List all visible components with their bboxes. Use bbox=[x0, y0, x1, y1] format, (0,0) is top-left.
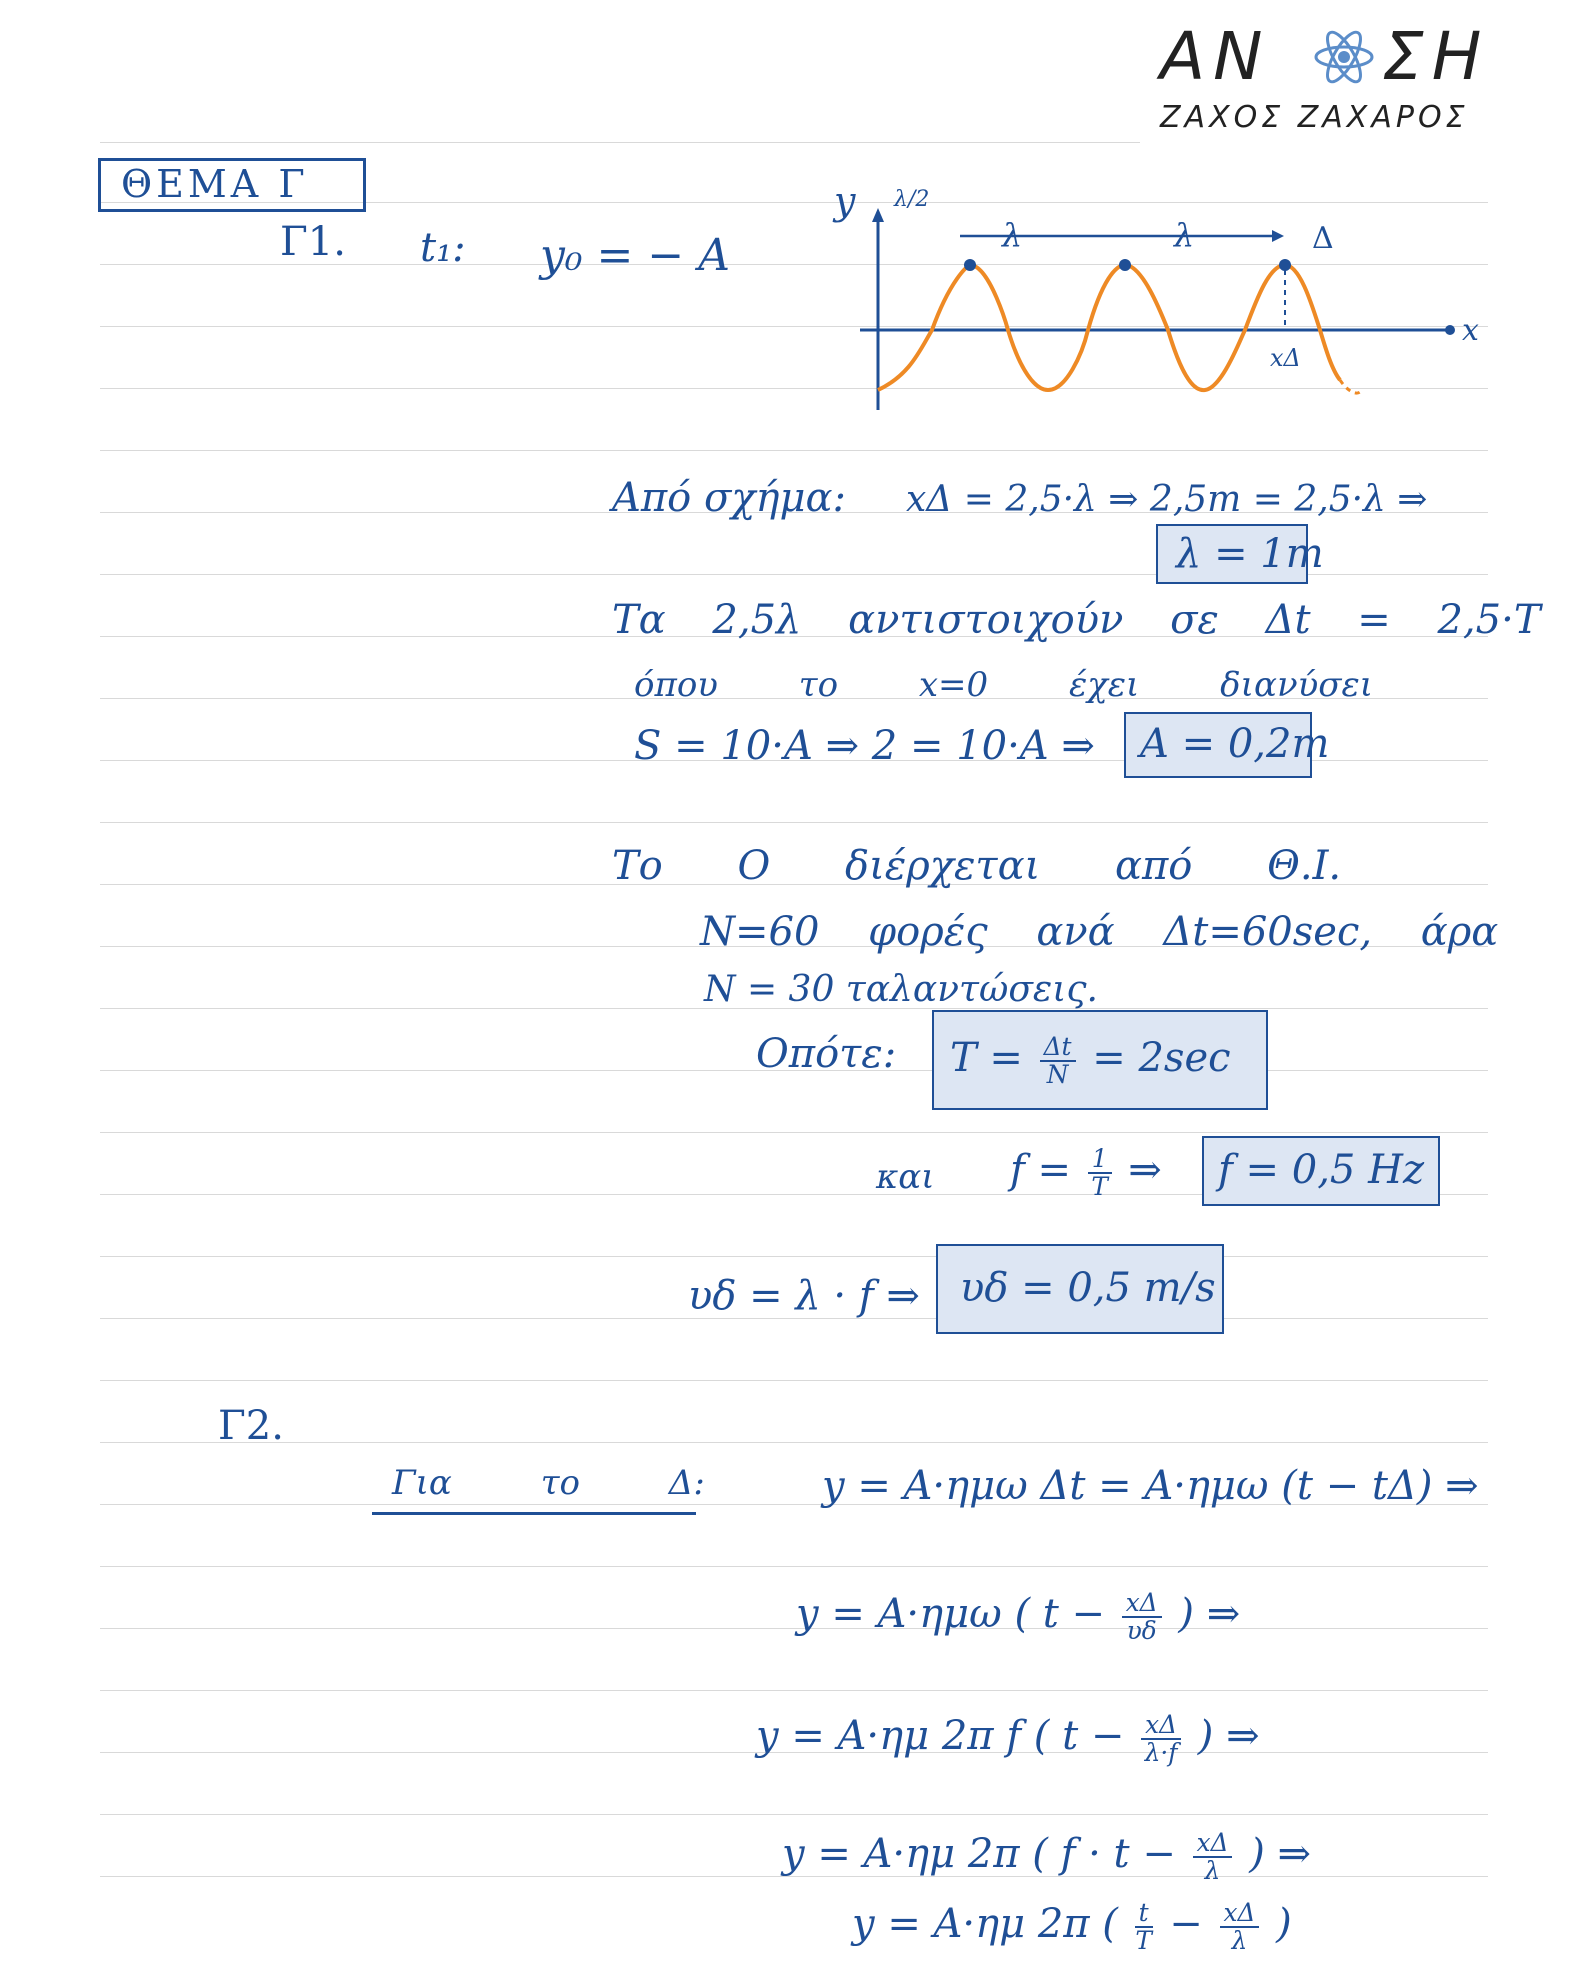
eq4-right: ) ⇒ bbox=[1249, 1831, 1312, 1878]
velocity-result-box bbox=[936, 1244, 1224, 1334]
eq3-right: ) ⇒ bbox=[1197, 1713, 1260, 1760]
eq5-den2: λ bbox=[1231, 1926, 1248, 1956]
eq5-right: ) bbox=[1276, 1901, 1292, 1948]
peak-dot-delta bbox=[1279, 259, 1291, 271]
eq3-left: y = A·ημ 2π f ( t − bbox=[756, 1713, 1125, 1760]
velocity-equation: υδ = λ · f ⇒ bbox=[688, 1273, 920, 1319]
frequency-result: f = 0,5 Hz bbox=[1218, 1147, 1425, 1193]
eq4-den: λ bbox=[1204, 1856, 1221, 1886]
topic-title: ΘΕΜΑ Γ bbox=[121, 162, 309, 206]
g2-equation-2 bbox=[796, 1590, 1240, 1644]
frequency-den: T bbox=[1091, 1172, 1108, 1202]
period-lhs: T = bbox=[950, 1035, 1023, 1082]
frequency-formula bbox=[1010, 1146, 1162, 1200]
peak-dot bbox=[964, 259, 976, 271]
eq2-right: ) ⇒ bbox=[1178, 1591, 1241, 1638]
n30-line: N = 30 ταλαντώσεις. bbox=[704, 969, 1098, 1010]
ruled-line bbox=[100, 1690, 1488, 1691]
ruled-line bbox=[100, 1566, 1488, 1567]
ruled-line bbox=[100, 142, 1140, 143]
apo-sxima: Από σχήμα: bbox=[612, 475, 846, 521]
ruled-line bbox=[100, 1132, 1488, 1133]
ruled-line bbox=[100, 822, 1488, 823]
opote-label: Οπότε: bbox=[756, 1031, 897, 1077]
eq5-fraction-2 bbox=[1220, 1900, 1260, 1954]
eq4-left: y = A·ημ 2π ( f · t − bbox=[782, 1831, 1176, 1878]
peak-dot bbox=[1119, 259, 1131, 271]
y-axis-arrow-icon bbox=[872, 208, 884, 222]
eq5-num2: xΔ bbox=[1220, 1900, 1260, 1928]
period-num: Δt bbox=[1040, 1034, 1076, 1062]
eq5-den1: T bbox=[1135, 1926, 1152, 1956]
ruled-line bbox=[100, 450, 1488, 451]
period-den: N bbox=[1046, 1060, 1069, 1090]
frequency-fraction bbox=[1088, 1146, 1112, 1200]
g2-equation-3 bbox=[756, 1712, 1260, 1766]
gia-to-delta: Για το Δ: bbox=[392, 1463, 705, 1503]
g1-y0: y₀ = − A bbox=[540, 230, 730, 281]
s-equation: S = 10·A ⇒ 2 = 10·A ⇒ bbox=[634, 723, 1095, 769]
ruled-line bbox=[100, 1256, 1488, 1257]
frequency-arrow: ⇒ bbox=[1128, 1147, 1162, 1194]
eq4-num: xΔ bbox=[1193, 1830, 1233, 1858]
eq5-left: y = A·ημ 2π ( bbox=[852, 1901, 1118, 1948]
x-delta-equation: xΔ = 2,5·λ ⇒ 2,5m = 2,5·λ ⇒ bbox=[906, 479, 1428, 520]
ruled-line bbox=[100, 1442, 1488, 1443]
period-fraction bbox=[1040, 1034, 1076, 1088]
kai-label: και bbox=[876, 1157, 935, 1197]
gia-underline bbox=[372, 1512, 696, 1515]
eq2-den: υδ bbox=[1126, 1616, 1157, 1646]
eq5-num1: t bbox=[1135, 1900, 1153, 1928]
topic-box bbox=[98, 158, 366, 212]
a-result-box bbox=[1124, 712, 1330, 778]
opou-line: όπου το x=0 έχει διανύσει bbox=[634, 665, 1374, 705]
period-rhs: = 2sec bbox=[1092, 1035, 1231, 1082]
lambda1-label: λ bbox=[1002, 216, 1023, 254]
eq5-minus: − bbox=[1169, 1901, 1203, 1948]
lambda-result-box bbox=[1156, 524, 1324, 584]
point-d-label: Δ bbox=[1312, 221, 1334, 256]
ruled-line bbox=[100, 1628, 1488, 1629]
lambda2-arrow-head-icon bbox=[1272, 230, 1284, 242]
g2-equation-4 bbox=[782, 1830, 1311, 1884]
to-o-line: Το O διέρχεται από Θ.Ι. bbox=[612, 843, 1342, 889]
logo-main-right: ΣΗ bbox=[1382, 18, 1490, 95]
a-result: A = 0,2m bbox=[1140, 721, 1330, 767]
lambda2-label: λ bbox=[1174, 216, 1195, 254]
frequency-result-box bbox=[1202, 1136, 1440, 1206]
lambda-result: λ = 1m bbox=[1176, 531, 1324, 577]
y-axis-label: y bbox=[834, 179, 856, 223]
g2-equation-1: y = A·ημω Δt = A·ημω (t − tΔ) ⇒ bbox=[822, 1463, 1479, 1509]
x-axis-arrow-icon bbox=[1445, 325, 1455, 335]
eq3-num: xΔ bbox=[1141, 1712, 1181, 1740]
eq2-num: xΔ bbox=[1122, 1590, 1162, 1618]
x-axis-label: x bbox=[1462, 313, 1479, 348]
g1-label: Γ1. bbox=[280, 219, 346, 265]
eq2-left: y = A·ημω ( t − bbox=[796, 1591, 1106, 1638]
period-formula bbox=[950, 1034, 1231, 1088]
velocity-result: υδ = 0,5 m/s bbox=[960, 1265, 1216, 1311]
wave-curve-continuation bbox=[1340, 380, 1360, 393]
ruled-line bbox=[100, 1814, 1488, 1815]
ruled-line bbox=[100, 1380, 1488, 1381]
g1-t1: t₁: bbox=[420, 225, 466, 271]
wave-graph bbox=[820, 170, 1500, 430]
g2-label: Γ2. bbox=[218, 1403, 284, 1449]
logo-main-left: ΑΝ bbox=[1160, 18, 1271, 95]
frequency-num: 1 bbox=[1088, 1146, 1112, 1174]
ta-25-line: Τα 2,5λ αντιστοιχούν σε Δt = 2,5·T bbox=[612, 597, 1541, 643]
lambda-half-label: λ/2 bbox=[894, 187, 930, 212]
g2-equation-5 bbox=[852, 1900, 1292, 1954]
x-d-label: xΔ bbox=[1270, 344, 1301, 372]
period-result-box bbox=[932, 1010, 1268, 1110]
atom-icon bbox=[1312, 22, 1376, 92]
eq2-fraction bbox=[1122, 1590, 1162, 1644]
eq3-fraction bbox=[1141, 1712, 1181, 1766]
logo-subtitle: ΖΑΧΟΣ ΖΑΧΑΡΟΣ bbox=[1160, 100, 1469, 135]
eq4-fraction bbox=[1193, 1830, 1233, 1884]
eq3-den: λ·f bbox=[1144, 1738, 1178, 1768]
n60-line: N=60 φορές ανά Δt=60sec, άρα bbox=[700, 909, 1499, 955]
eq5-fraction-1 bbox=[1135, 1900, 1153, 1954]
frequency-lhs: f = bbox=[1010, 1147, 1072, 1194]
logo bbox=[1160, 18, 1540, 138]
